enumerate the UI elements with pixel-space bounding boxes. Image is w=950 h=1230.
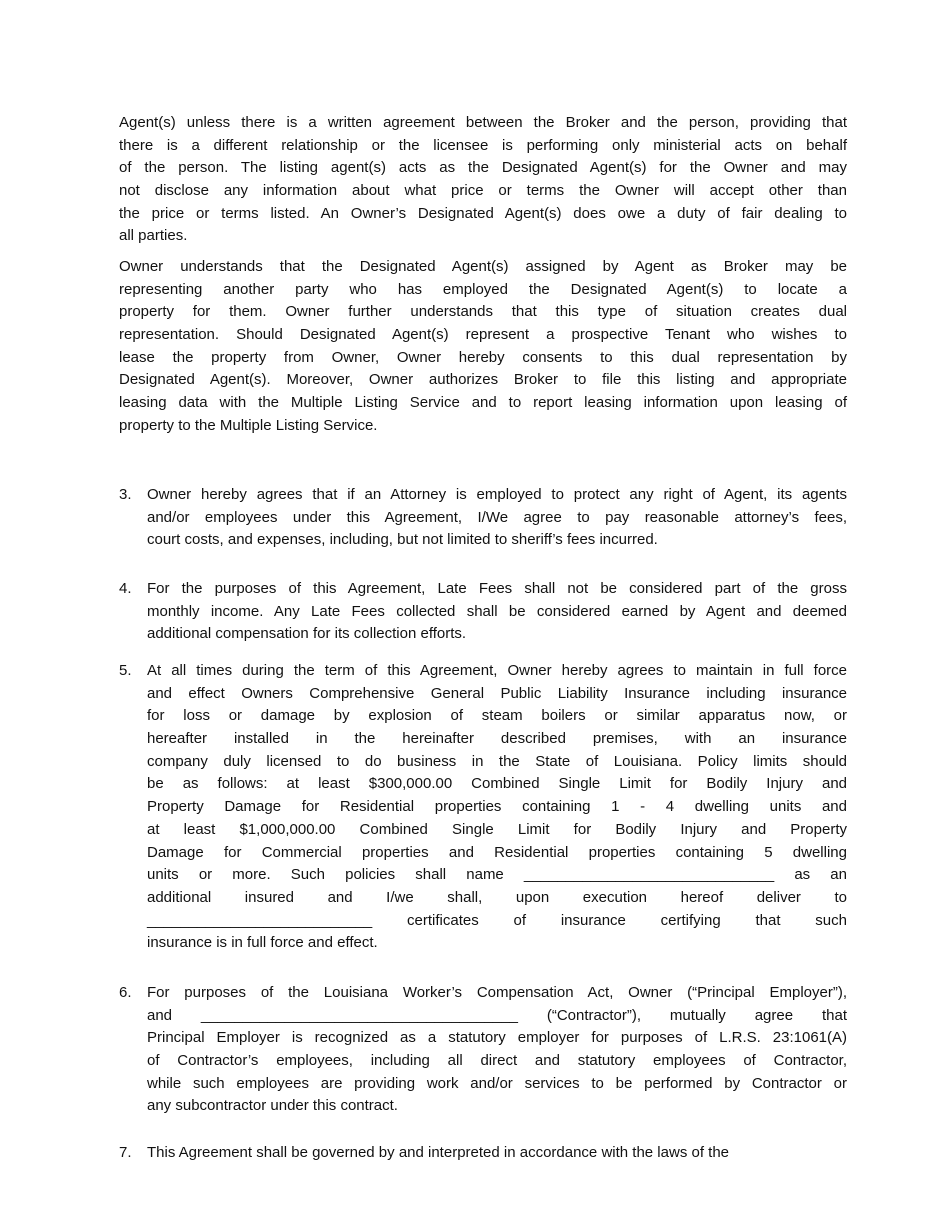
numbered-clause [119,1142,847,1165]
text-line: hereafter installed in the hereinafter described premises, with an insurance [147,730,847,748]
text-line: leasing data with the Multiple Listing Service and to report leasing information upon leasing of [119,394,847,412]
paragraph [119,256,847,438]
text-line: there is a different relationship or the licensee is performing only ministerial acts on behalf [119,136,847,154]
text-line: Principal Employer is recognized as a statutory employer for purposes of L.R.S. 23:1061(A) [147,1029,847,1047]
text-line: Designated Agent(s). Moreover, Owner authorizes Broker to file this listing and appropriate [119,371,847,389]
text-line: and/or employees under this Agreement, I/We agree to pay reasonable attorney’s fees, [147,508,847,526]
clause-number: 4. [119,580,132,597]
text-line: for loss or damage by explosion of steam boilers or similar apparatus now, or [147,707,847,725]
text-line: monthly income. Any Late Fees collected shall be considered earned by Agent and deemed [147,602,847,620]
text-line: not disclose any information about what price or terms the Owner will accept other than [119,182,847,200]
text-line: additional insured and I/we shall, upon execution hereof deliver to [147,888,847,906]
paragraph [119,112,847,248]
text-line: of the person. The listing agent(s) acts as the Designated Agent(s) for the Owner and may [119,159,847,177]
numbered-clause [119,578,847,646]
text-line: be as follows: at least $300,000.00 Combined Single Limit for Bodily Injury and [147,775,847,793]
clause-number: 3. [119,486,132,503]
text-line: representation. Should Designated Agent(s) represent a prospective Tenant who wishes to [119,326,847,344]
text-line: property for them. Owner further understands that this type of situation creates dual [119,303,847,321]
text-line: court costs, and expenses, including, but not limited to sheriff’s fees incurred. [147,531,658,549]
text-line: property to the Multiple Listing Service. [119,416,378,434]
text-line: additional compensation for its collection efforts. [147,625,467,643]
numbered-clause [119,484,847,552]
clause-number: 5. [119,662,132,679]
text-line: For the purposes of this Agreement, Late Fees shall not be considered part of the gross [147,580,847,597]
text-line: any subcontractor under this contract. [147,1097,398,1115]
text-line: Property Damage for Residential properties containing 1 - 4 dwelling units and [147,798,847,816]
text-line: Owner hereby agrees that if an Attorney is employed to protect any right of Agent, its agents [147,486,847,503]
text-line: insurance is in full force and effect. [147,934,378,952]
text-line: Agent(s) unless there is a written agreement between the Broker and the person, providing that [119,114,847,131]
text-line: and ______________________________________ (“Contractor”), mutually agree that [147,1006,847,1024]
text-line: the price or terms listed. An Owner’s Designated Agent(s) does owe a duty of fair dealing to [119,204,847,222]
text-line: company duly licensed to do business in the State of Louisiana. Policy limits should [147,752,847,770]
clause-number: 7. [119,1144,132,1161]
text-line: At all times during the term of this Agreement, Owner hereby agrees to maintain in full force [147,662,847,679]
text-line: Damage for Commercial properties and Residential properties containing 5 dwelling [147,843,847,861]
text-line: while such employees are providing work and/or services to be performed by Contractor or [147,1074,847,1092]
text-line: all parties. [119,227,188,245]
text-line: units or more. Such policies shall name ______________________________ as an [147,866,847,884]
text-line: and effect Owners Comprehensive General Public Liability Insurance including insurance [147,684,847,702]
numbered-clause [119,982,847,1118]
text-line: This Agreement shall be governed by and interpreted in accordance with the laws of the [147,1144,730,1161]
clause-number: 6. [119,984,132,1001]
text-line: lease the property from Owner, Owner hereby consents to this dual representation by [119,348,847,366]
text-line: Owner understands that the Designated Agent(s) assigned by Agent as Broker may be [119,258,847,275]
text-line: representing another party who has employed the Designated Agent(s) to locate a [119,280,847,298]
text-line: For purposes of the Louisiana Worker’s Compensation Act, Owner (“Principal Employer”), [147,984,847,1001]
text-line: ___________________________ certificates of insurance certifying that such [147,911,847,929]
text-line: at least $1,000,000.00 Combined Single Limit for Bodily Injury and Property [147,820,847,838]
numbered-clause [119,660,847,955]
text-line: of Contractor’s employees, including all direct and statutory employees of Contractor, [147,1052,847,1070]
